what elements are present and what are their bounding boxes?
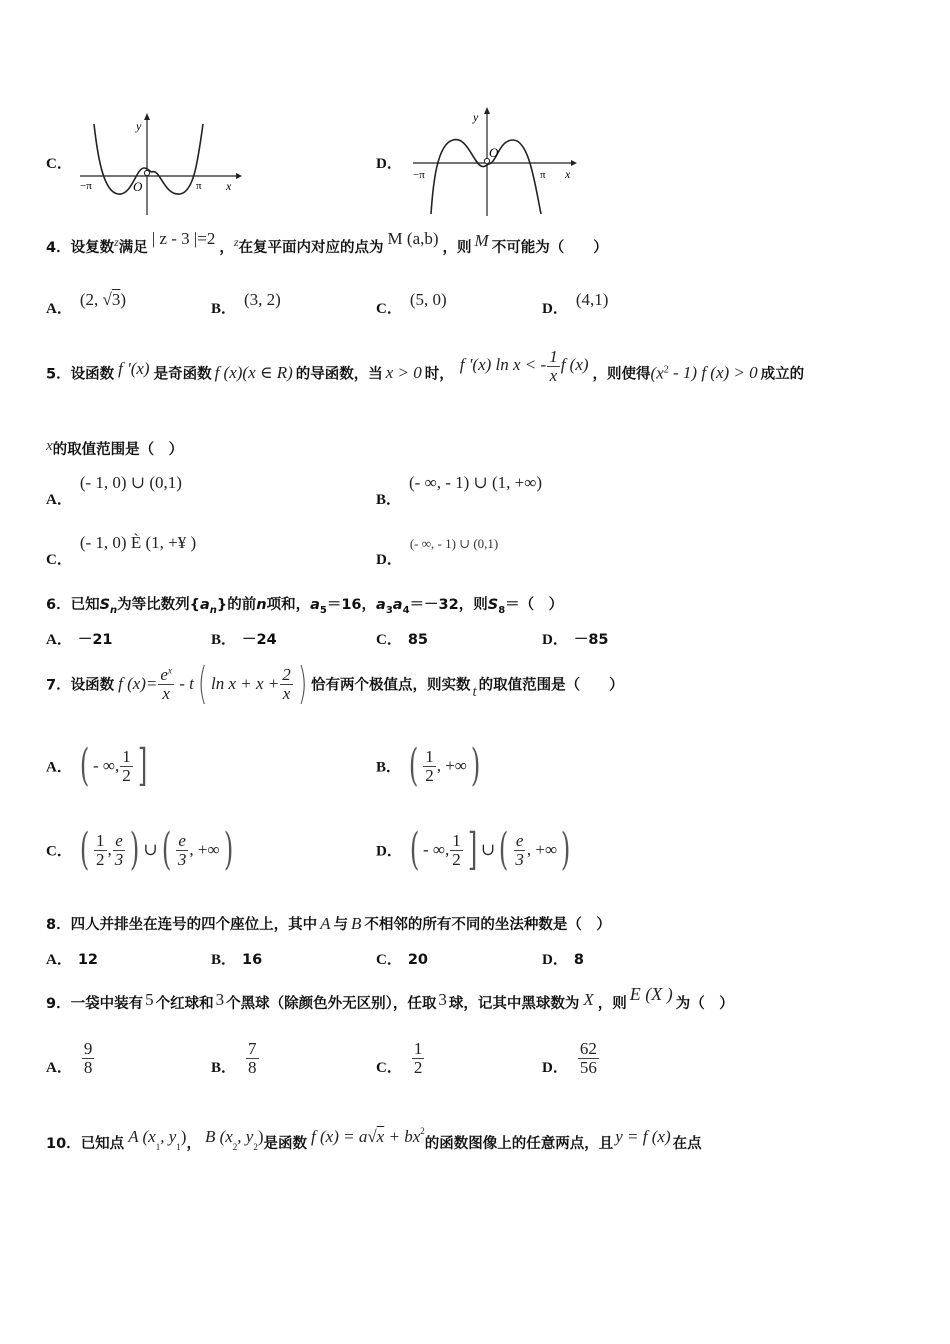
sqrt-sign: √3: [102, 290, 121, 309]
x-label: x: [565, 167, 571, 181]
pi-label: π: [540, 169, 546, 181]
q4-option-a[interactable]: A． (2, √3): [46, 290, 127, 317]
x-arrow-icon: [571, 160, 577, 166]
q8-option-b[interactable]: B． 16: [211, 952, 263, 968]
curve-c: [94, 124, 203, 194]
option-c-label: C．: [46, 156, 72, 172]
q4-option-d[interactable]: D． (4,1): [542, 290, 609, 317]
q4-option-c[interactable]: C． (5, 0): [376, 290, 447, 317]
pi-label: π: [196, 180, 202, 192]
graph-d: [407, 104, 587, 220]
q9-option-c[interactable]: C． $\frac{1}{2}$: [376, 1039, 423, 1077]
q7-option-b[interactable]: B． ( $\frac{1}{2}$ , +∞): [376, 740, 481, 791]
y-arrow-icon: [484, 107, 490, 114]
y-label: y: [136, 119, 142, 133]
q6-option-c[interactable]: C． 85: [376, 632, 429, 648]
question-6: 6．已知$S_n$为等比数列$\{a_n\}$的前n项和，$a_5=16$，$a_3a_4=-32$，则$S_8=$（ ）: [46, 597, 564, 616]
q8-option-c[interactable]: C． 20: [376, 952, 429, 968]
q6-option-a[interactable]: A． －21: [46, 632, 113, 648]
q4-option-b[interactable]: B． (3, 2): [211, 290, 281, 317]
q8-option-d[interactable]: D． 8: [542, 952, 584, 968]
q7-option-c[interactable]: C． ( $\frac{1}{2}$ , $\frac{e}{3}$ ) ∪( $\frac{e}{3}$ , +∞): [46, 824, 233, 875]
question-9: 9．一袋中装有 5 个红球和 3 个黑球（除颜色外无区别），任取 3 球，记其中黑球数为 X ，则 E (X ) 为（ ）: [46, 984, 734, 1012]
neg-pi-label: −π: [413, 169, 425, 181]
q5-option-b[interactable]: B．(- ∞, - 1) ∪ (1, +∞): [376, 473, 543, 508]
x-label: x: [226, 179, 232, 193]
graph-c: [76, 110, 246, 220]
q7-option-d[interactable]: D． ( - ∞, $\frac{1}{2}$ ] ∪( $\frac{e}{3}$ , +∞): [376, 824, 571, 875]
q6-option-d[interactable]: D． －85: [542, 632, 609, 648]
q9-option-b[interactable]: B． $\frac{7}{8}$: [211, 1039, 257, 1077]
x-arrow-icon: [236, 173, 242, 179]
neg-pi-label: −π: [80, 180, 92, 192]
origin-dot: [144, 170, 149, 175]
q5-option-c[interactable]: C．(- 1, 0) È (1, +¥ ): [46, 533, 197, 568]
q6-option-b[interactable]: B． －24: [211, 632, 277, 648]
q9-option-d[interactable]: D． $\frac{62}{56}$: [542, 1039, 597, 1077]
question-4: 4．设复数$^z$满足 | z - 3 |=2 ，$^z$在复平面内对应的点为 M (a,b) ，则 M 不可能为（ ）: [46, 229, 608, 256]
question-10: 10．已知点 A ($x_1$, $y_1$)， B ($x_2$, $y_2$)是函数 f $(x) = a√x + bx^2$的函数图像上的任意两点，且 y = f (x) 在点: [46, 1126, 702, 1152]
origin-label: O: [489, 145, 499, 160]
q5-option-a[interactable]: A．(- 1, 0) ∪ (0,1): [46, 473, 182, 508]
question-8: 8．四人并排坐在连号的四个座位上，其中 A 与 B 不相邻的所有不同的坐法种数是（ ）: [46, 914, 611, 933]
q9-option-a[interactable]: A． $\frac{9}{8}$: [46, 1039, 93, 1077]
q5-option-d[interactable]: D．(- ∞, - 1) ∪ (0,1): [376, 536, 499, 568]
question-7: 7．设函数 f (x)= $\frac{e^x}{x}$ - t( ln x + x + $\frac{2}{x}$ ) 恰有两个极值点，则实数 t 的取值范围是（ ）: [46, 658, 624, 709]
question-5: 5．设函数 f '(x) 是奇函数 f (x)(x ∈ R) 的导函数，当 x > 0 时， f '(x) ln x < - $\frac{1}{x}$ f (x) ，则使得$(x^2 - 1)$ f (x) > 0 成立的: [46, 347, 805, 385]
q8-option-a[interactable]: A． 12: [46, 952, 99, 968]
y-arrow-icon: [144, 113, 150, 120]
curve-d: [431, 140, 541, 214]
y-label: y: [473, 110, 479, 124]
q7-option-a[interactable]: A． ( - ∞, $\frac{1}{2}$ ]: [46, 740, 148, 791]
option-d-label: D．: [376, 156, 402, 172]
origin-label: O: [133, 179, 143, 194]
question-5-line2: x的取值范围是（ ）: [46, 438, 184, 458]
